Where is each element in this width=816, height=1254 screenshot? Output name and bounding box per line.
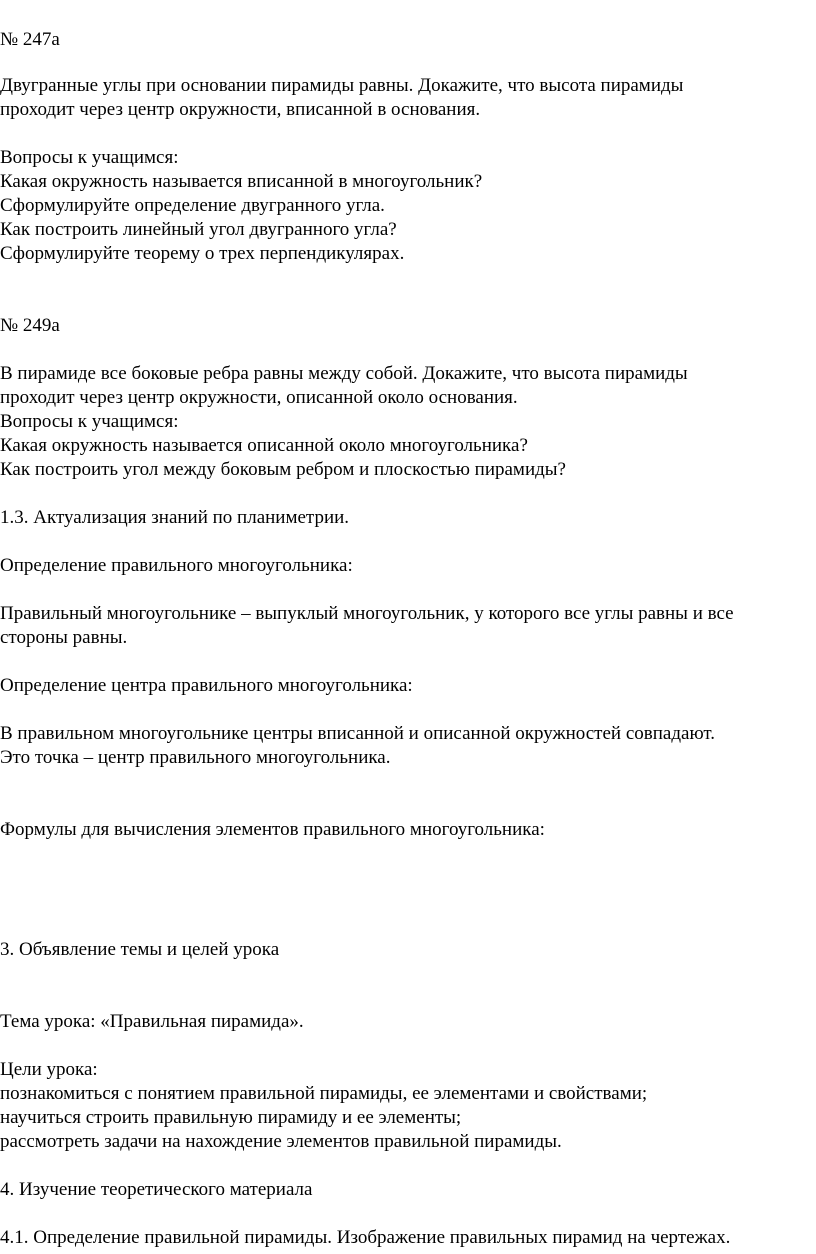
problem-247a-question-3: Как построить линейный угол двугранного угла? [0,219,397,240]
section-4-heading: 4. Изучение теоретического материала [0,1179,313,1200]
problem-249a-question-1: Какая окружность называется описанной около многоугольника? [0,435,528,456]
problem-247a-question-2: Сформулируйте определение двугранного угла. [0,195,385,216]
def-regular-polygon-line-2: стороны равны. [0,627,128,648]
def-center-line-1: В правильном многоугольнике центры вписанной и описанной окружностей совпадают. [0,723,716,744]
lesson-goal-3: рассмотреть задачи на нахождение элементов правильной пирамиды. [0,1131,562,1152]
problem-247a-statement-line-2: проходит через центр окружности, вписанной в основания. [0,99,481,120]
lesson-topic: Тема урока: «Правильная пирамида». [0,1011,304,1032]
problem-247a-question-1: Какая окружность называется вписанной в многоугольник? [0,171,483,192]
def-center-line-2: Это точка – центр правильного многоугольника. [0,747,391,768]
lesson-goals-heading: Цели урока: [0,1059,98,1080]
problem-247a-statement-line-1: Двугранные углы при основании пирамиды равны. Докажите, что высота пирамиды [0,75,684,96]
def-center-heading: Определение центра правильного многоугольника: [0,675,413,696]
problem-247a-number: № 247а [0,29,60,50]
problem-249a-number: № 249а [0,315,60,336]
problem-249a-statement-line-1: В пирамиде все боковые ребра равны между собой. Докажите, что высота пирамиды [0,363,688,384]
problem-249a-statement-line-2: проходит через центр окружности, описанной около основания. [0,387,518,408]
problem-247a-question-4: Сформулируйте теорему о трех перпендикулярах. [0,243,405,264]
def-regular-polygon-line-1: Правильный многоугольнике – выпуклый многоугольник, у которого все углы равны и все [0,603,734,624]
lesson-goal-1: познакомиться с понятием правильной пирамиды, ее элементами и свойствами; [0,1083,648,1104]
problem-249a-question-2: Как построить угол между боковым ребром и плоскостью пирамиды? [0,459,566,480]
problem-249a-questions-heading: Вопросы к учащимся: [0,411,179,432]
def-regular-polygon-heading: Определение правильного многоугольника: [0,555,353,576]
section-1-3-heading: 1.3. Актуализация знаний по планиметрии. [0,507,350,528]
lesson-goal-2: научиться строить правильную пирамиду и ее элементы; [0,1107,462,1128]
problem-247a-questions-heading: Вопросы к учащимся: [0,147,179,168]
formulas-heading: Формулы для вычисления элементов правильного многоугольника: [0,819,545,840]
section-4-1-heading: 4.1. Определение правильной пирамиды. Изображение правильных пирамид на чертежах. [0,1227,731,1248]
section-3-heading: 3. Объявление темы и целей урока [0,939,280,960]
